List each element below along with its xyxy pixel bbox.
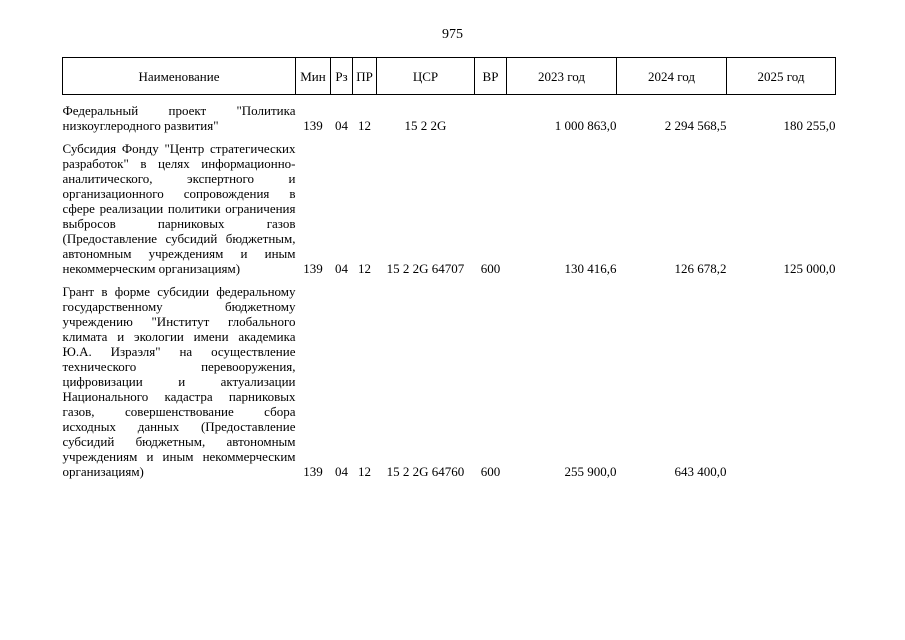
page-number: 975 [442, 27, 463, 42]
row-pr: 12 [358, 261, 371, 276]
row-rz: 04 [335, 261, 348, 276]
col-header-rz: Рз [331, 58, 353, 95]
col-header-2025: 2025 год [727, 58, 836, 95]
row-csr: 15 2 2G 64707 [386, 261, 465, 276]
row-rz: 04 [335, 464, 348, 479]
table-row [63, 284, 836, 479]
row-vr: 600 [480, 261, 501, 276]
row-2024: 126 678,2 [674, 261, 727, 276]
row-2025: 180 255,0 [783, 118, 836, 133]
row-min: 139 [303, 118, 323, 133]
col-header-2023: 2023 год [507, 58, 617, 95]
col-header-name: Наименование [63, 58, 296, 95]
row-name: Федеральный проект "Политика низкоуглеродного развития" [62, 103, 296, 133]
col-header-vr: ВР [475, 58, 507, 95]
row-name: Субсидия Фонду "Центр стратегических разработок" в целях информационно-аналитического, экспертного и организационного сопровождения в сфере реализации политики ограничения выбросов парниковых газов (Предоставление субсидий бюджетным, автономным учреждениям и иным некоммерческим организациям) [62, 141, 296, 276]
row-pr: 12 [358, 118, 371, 133]
row-vr [475, 103, 507, 133]
row-2024: 2 294 568,5 [664, 118, 727, 133]
row-2023: 130 416,6 [564, 261, 617, 276]
row-name: Грант в форме субсидии федеральному государственному бюджетному учреждению "Институт глобального климата и экологии имени академика Ю.А. Израэля" на осуществление технического перевооружения, цифровизации и актуализации Национального кадастра парниковых газов, совершенствование сбора исходных данных (Предоставление субсидий бюджетным, автономным учреждениям и иным некоммерческим организациям) [62, 284, 296, 479]
row-min: 139 [303, 464, 323, 479]
table-row [63, 103, 836, 133]
col-header-2024: 2024 год [617, 58, 727, 95]
row-vr: 600 [480, 464, 501, 479]
row-2024: 643 400,0 [674, 464, 727, 479]
row-2025: 125 000,0 [783, 261, 836, 276]
row-rz: 04 [335, 118, 348, 133]
row-2023: 1 000 863,0 [554, 118, 617, 133]
col-header-pr: ПР [353, 58, 377, 95]
row-min: 139 [303, 261, 323, 276]
row-pr: 12 [358, 464, 371, 479]
col-header-csr: ЦСР [377, 58, 475, 95]
budget-table [62, 57, 836, 479]
row-2023: 255 900,0 [564, 464, 617, 479]
row-csr: 15 2 2G 64760 [386, 464, 465, 479]
row-csr: 15 2 2G [404, 118, 447, 133]
table-row [63, 141, 836, 276]
table-header-row [63, 58, 836, 95]
row-2025 [727, 284, 836, 479]
col-header-min: Мин [296, 58, 331, 95]
